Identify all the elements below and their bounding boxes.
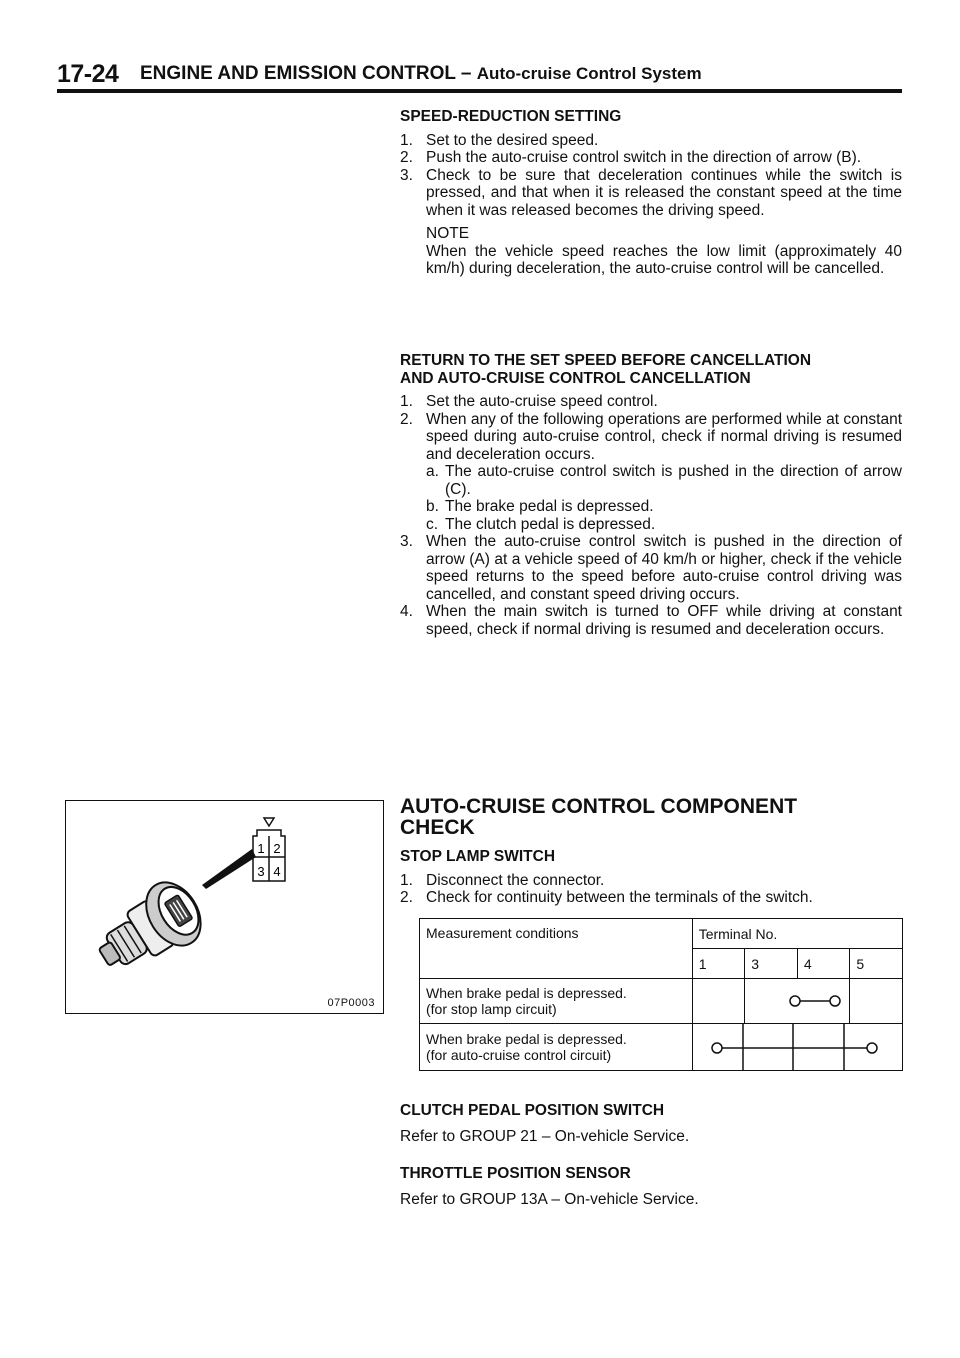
clutch-reference: Refer to GROUP 21 – On-vehicle Service. xyxy=(400,1127,690,1145)
substep-letter: b. xyxy=(426,498,439,515)
list-item xyxy=(400,149,902,167)
page-header xyxy=(57,60,902,94)
step-text: Set to the desired speed. xyxy=(426,131,599,149)
step-text: Check for continuity between the terminals of the switch. xyxy=(426,889,813,906)
condition-cell xyxy=(420,979,693,1024)
stop-lamp-switch-heading: STOP LAMP SWITCH xyxy=(400,848,556,865)
speed-reduction-steps xyxy=(400,132,902,220)
condition-line: When brake pedal is depressed. xyxy=(426,985,627,1001)
section-name: ENGINE AND EMISSION CONTROL xyxy=(140,63,456,84)
continuity-table xyxy=(419,918,903,1071)
continuity-cell xyxy=(692,1024,902,1071)
return-heading-line1: RETURN TO THE SET SPEED BEFORE CANCELLATION xyxy=(400,352,812,369)
speed-reduction-heading: SPEED-REDUCTION SETTING xyxy=(400,108,622,125)
continuity-connector-1-5 xyxy=(693,1024,902,1070)
condition-sub: (for stop lamp circuit) xyxy=(426,1001,557,1017)
terminal-header: 3 xyxy=(745,949,798,979)
stop-lamp-steps xyxy=(400,872,902,907)
return-heading-line2: AND AUTO-CRUISE CONTROL CANCELLATION xyxy=(400,369,751,387)
step-number: 1. xyxy=(400,871,413,889)
substep-text: The clutch pedal is depressed. xyxy=(445,515,656,533)
note-label: NOTE xyxy=(426,225,470,242)
list-item xyxy=(400,411,902,534)
step-text: When the auto-cruise control switch is pushed in the direction of arrow (A) at a vehicle speed of 40 km/h or higher, check if the vehicle speed returns to the speed before auto-cruise control driving was cancelled, and constant speed driving occurs. xyxy=(426,533,902,603)
condition-sub: (for auto-cruise control circuit) xyxy=(426,1047,612,1063)
step-text: Push the auto-cruise control switch in the direction of arrow (B). xyxy=(426,149,862,166)
terminal-cell xyxy=(692,979,745,1024)
step-number: 2. xyxy=(400,889,413,906)
pin-label: 1 xyxy=(257,841,265,856)
step-text: Disconnect the connector. xyxy=(426,871,605,889)
return-steps xyxy=(400,393,902,638)
list-item xyxy=(426,516,902,534)
substep-text: The auto-cruise control switch is pushed in the direction of arrow (C). xyxy=(445,463,902,498)
column-header-terminal: Terminal No. xyxy=(692,919,902,949)
condition-line: When brake pedal is depressed. xyxy=(426,1031,627,1047)
step-text: When any of the following operations are performed while at constant speed during auto-cruise control, check if normal driving is resumed and deceleration occurs. xyxy=(426,410,902,463)
return-substeps xyxy=(426,463,902,533)
header-dash: – xyxy=(460,63,472,84)
clutch-section xyxy=(400,1102,902,1145)
clutch-heading: CLUTCH PEDAL POSITION SWITCH xyxy=(400,1102,665,1119)
connector-face-diagram xyxy=(253,818,285,881)
terminal-header: 1 xyxy=(692,949,745,979)
list-item xyxy=(400,132,902,150)
throttle-section xyxy=(400,1165,902,1208)
terminal-header: 4 xyxy=(797,949,850,979)
throttle-reference: Refer to GROUP 13A – On-vehicle Service. xyxy=(400,1190,699,1208)
step-text: When the main switch is turned to OFF while driving at constant speed, check if normal driving is resumed and deceleration occurs. xyxy=(426,603,902,638)
figure-code: 07P0003 xyxy=(327,997,375,1009)
return-section xyxy=(400,352,902,638)
step-text: Check to be sure that deceleration continues while the switch is pressed, and that when it is released the constant speed at the time when it was released becomes the driving speed. xyxy=(426,166,902,219)
stop-lamp-switch-illustration xyxy=(66,801,382,1012)
switch-body xyxy=(86,872,212,986)
step-number: 3. xyxy=(400,166,413,184)
step-number: 1. xyxy=(400,131,413,149)
condition-cell xyxy=(420,1024,693,1071)
step-number: 2. xyxy=(400,149,413,166)
step-number: 4. xyxy=(400,603,413,620)
substep-text: The brake pedal is depressed. xyxy=(445,498,654,515)
component-check-heading-line2: CHECK xyxy=(400,816,475,839)
pin-label: 4 xyxy=(273,864,281,879)
subsection-title: Auto-cruise Control System xyxy=(476,64,702,83)
step-number: 1. xyxy=(400,393,413,410)
speed-reduction-section xyxy=(400,108,902,278)
substep-letter: c. xyxy=(426,515,439,533)
continuity-connector-3-4 xyxy=(745,979,849,1023)
throttle-heading: THROTTLE POSITION SENSOR xyxy=(400,1165,631,1182)
section-title xyxy=(140,63,702,85)
list-item xyxy=(400,889,902,907)
table-row xyxy=(420,979,903,1024)
header-rule xyxy=(57,89,902,93)
table-row xyxy=(420,1024,903,1071)
list-item xyxy=(426,463,902,498)
step-number: 2. xyxy=(400,410,413,428)
list-item xyxy=(400,393,902,411)
pin-label: 3 xyxy=(257,864,265,879)
step-text: Set the auto-cruise speed control. xyxy=(426,393,658,410)
component-check-heading-line1: AUTO-CRUISE CONTROL COMPONENT xyxy=(400,795,798,818)
page-number: 17-24 xyxy=(57,60,119,88)
terminal-header: 5 xyxy=(850,949,903,979)
list-item xyxy=(400,167,902,220)
terminal-cell xyxy=(850,979,903,1024)
stop-lamp-switch-figure xyxy=(65,800,384,1014)
note-text: When the vehicle speed reaches the low limit (approximately 40 km/h) during deceleration, the auto-cruise control will be cancelled. xyxy=(426,242,902,277)
component-check-section xyxy=(400,796,902,907)
pin-label: 2 xyxy=(273,841,281,856)
list-item xyxy=(400,603,902,638)
list-item xyxy=(400,533,902,603)
substep-letter: a. xyxy=(426,463,439,480)
step-number: 3. xyxy=(400,533,413,550)
continuity-cell xyxy=(745,979,850,1024)
list-item xyxy=(426,498,902,516)
pointer-arrow xyxy=(202,849,256,889)
list-item xyxy=(400,872,902,890)
column-header-conditions: Measurement conditions xyxy=(420,919,693,979)
